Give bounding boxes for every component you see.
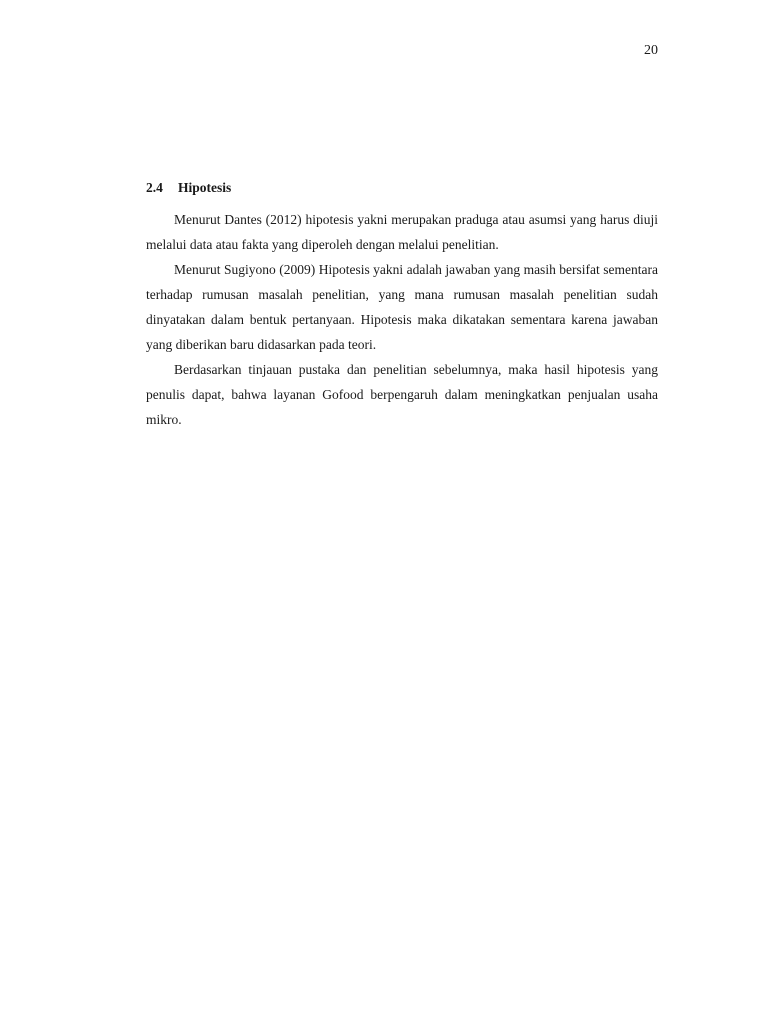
page-content bbox=[146, 179, 658, 432]
section-heading bbox=[146, 179, 658, 197]
paragraph-conclusion: Berdasarkan tinjauan pustaka dan penelitian sebelumnya, maka hasil hipotesis yang penulis dapat, bahwa layanan Gofood berpengaruh dalam meningkatkan penjualan usaha mikro. bbox=[146, 362, 658, 427]
page-number: 20 bbox=[644, 43, 658, 58]
section-number: 2.4 bbox=[146, 180, 163, 195]
paragraph-sugiyono: Menurut Sugiyono (2009) Hipotesis yakni adalah jawaban yang masih bersifat sementara terhadap rumusan masalah penelitian, yang mana rumusan masalah penelitian sudah dinyatakan dalam bentuk pertanyaan. Hipotesis maka dikatakan sementara karena jawaban yang diberikan baru didasarkan pada teori. bbox=[146, 262, 658, 352]
paragraph-dantes: Menurut Dantes (2012) hipotesis yakni merupakan praduga atau asumsi yang harus diuji melalui data atau fakta yang diperoleh dengan melalui penelitian. bbox=[146, 212, 658, 252]
section-title: Hipotesis bbox=[178, 180, 232, 195]
